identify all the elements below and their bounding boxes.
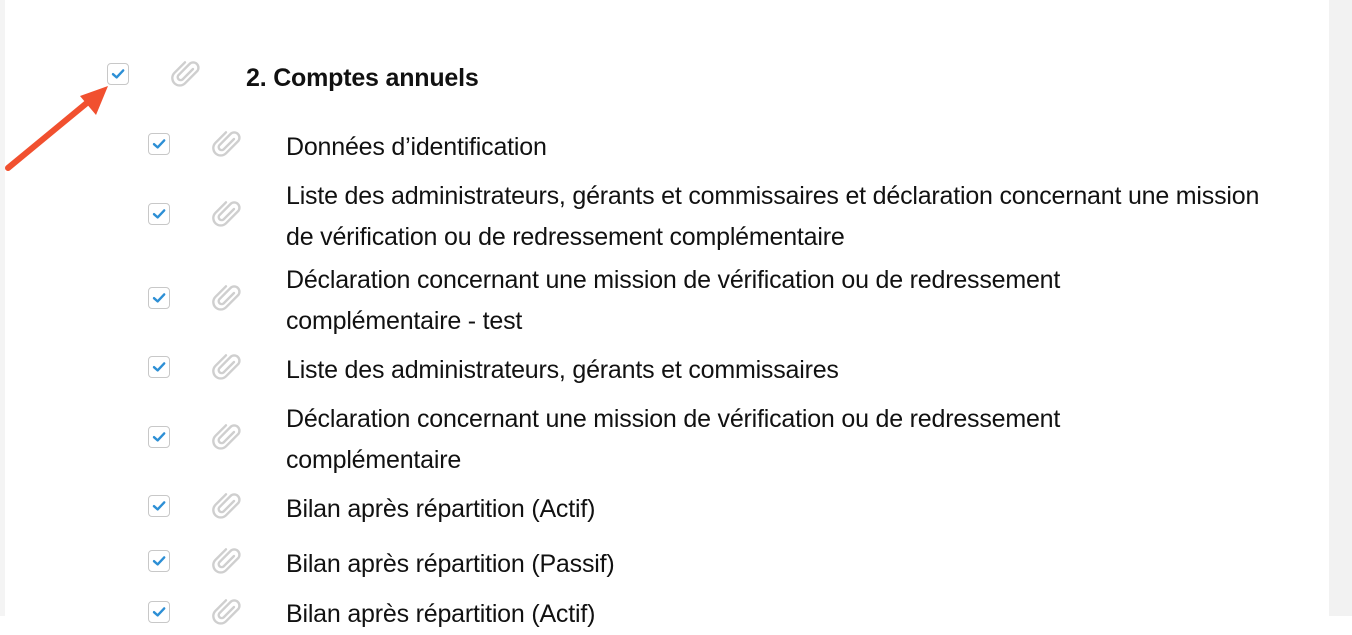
list-item-label: Liste des administrateurs, gérants et commissaires et déclaration concernant une mission de vérification ou de redressement complémentaire (286, 182, 1260, 251)
item-checkbox[interactable] (148, 287, 170, 309)
section-title: 2. Comptes annuels (246, 64, 479, 92)
list-item-label: Bilan après répartition (Actif) (286, 495, 596, 523)
check-icon (151, 206, 167, 222)
check-icon (151, 553, 167, 569)
check-icon (151, 498, 167, 514)
item-checkbox[interactable] (148, 550, 170, 572)
paperclip-icon[interactable] (209, 594, 245, 630)
item-checkbox[interactable] (148, 133, 170, 155)
right-scroll-gutter (1329, 0, 1352, 616)
list-item-label: Déclaration concernant une mission de vérification ou de redressement complémentaire - test (286, 266, 1061, 335)
check-icon (151, 429, 167, 445)
item-checkbox[interactable] (148, 495, 170, 517)
check-icon (151, 604, 167, 620)
item-checkbox[interactable] (148, 356, 170, 378)
check-icon (110, 66, 126, 82)
list-item-label: Bilan après répartition (Actif) (286, 600, 596, 628)
item-checkbox[interactable] (148, 426, 170, 448)
item-checkbox[interactable] (148, 601, 170, 623)
paperclip-icon[interactable] (209, 349, 245, 385)
paperclip-icon[interactable] (209, 419, 245, 455)
check-icon (151, 136, 167, 152)
paperclip-icon[interactable] (209, 126, 245, 162)
item-checkbox[interactable] (148, 203, 170, 225)
paperclip-icon[interactable] (209, 280, 245, 316)
check-icon (151, 359, 167, 375)
paperclip-icon[interactable] (209, 543, 245, 579)
list-item-label: Données d’identification (286, 133, 547, 161)
check-icon (151, 290, 167, 306)
paperclip-icon[interactable] (209, 488, 245, 524)
arrow-icon (0, 82, 120, 177)
paperclip-icon[interactable] (168, 56, 204, 92)
list-item-label: Liste des administrateurs, gérants et commissaires (286, 356, 839, 384)
list-item-label: Bilan après répartition (Passif) (286, 550, 615, 578)
list-item-label: Déclaration concernant une mission de vérification ou de redressement complémentaire (286, 405, 1061, 474)
paperclip-icon[interactable] (209, 196, 245, 232)
